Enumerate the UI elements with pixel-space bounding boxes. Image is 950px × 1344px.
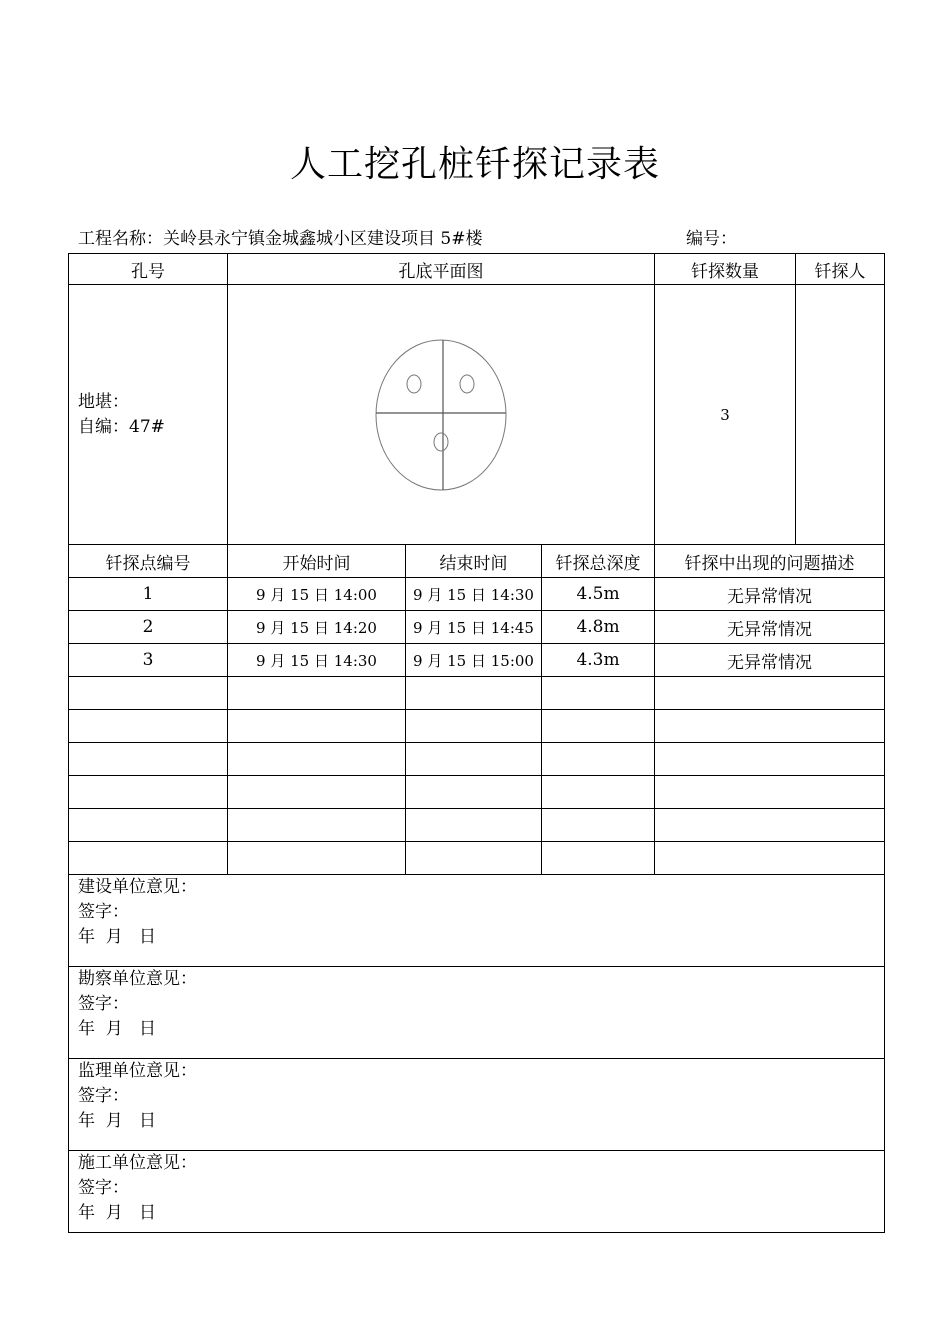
total-depth: 4.5m <box>542 578 655 611</box>
sign-label: 签字： <box>78 902 129 922</box>
date-label: 年 月 日 <box>78 1203 157 1223</box>
opinion-label: 勘察单位意见： <box>78 969 197 989</box>
table-row <box>69 644 885 677</box>
column-probe-no: 钎探点编号 <box>69 545 228 578</box>
sign-label: 签字： <box>78 1178 129 1198</box>
person-value <box>796 285 885 545</box>
table-row <box>69 578 885 611</box>
empty-row <box>69 776 885 809</box>
header-hole-no: 孔号 <box>69 254 228 285</box>
column-start-time: 开始时间 <box>228 545 406 578</box>
count-value: 3 <box>655 285 796 545</box>
hole-info-cell <box>69 285 228 545</box>
opinion-row-supervision <box>69 1059 885 1151</box>
end-time: 9 月 15 日 14:30 <box>406 578 542 611</box>
empty-row <box>69 677 885 710</box>
probe-no: 2 <box>69 611 228 644</box>
date-label: 年 月 日 <box>78 1019 157 1039</box>
empty-row <box>69 809 885 842</box>
empty-row <box>69 710 885 743</box>
header-person: 钎探人 <box>796 254 885 285</box>
header-row <box>69 254 885 285</box>
problem-desc: 无异常情况 <box>655 611 885 644</box>
opinion-label: 建设单位意见： <box>78 877 197 897</box>
header-count: 钎探数量 <box>655 254 796 285</box>
column-total-depth: 钎探总深度 <box>542 545 655 578</box>
start-time: 9 月 15 日 14:00 <box>228 578 406 611</box>
column-problem-desc: 钎探中出现的问题描述 <box>655 545 885 578</box>
hole-row <box>69 285 885 545</box>
opinion-label: 施工单位意见： <box>78 1153 197 1173</box>
probe-no: 3 <box>69 644 228 677</box>
opinion-label: 监理单位意见： <box>78 1061 197 1081</box>
end-time: 9 月 15 日 15:00 <box>406 644 542 677</box>
start-time: 9 月 15 日 14:30 <box>228 644 406 677</box>
empty-row <box>69 842 885 875</box>
empty-row <box>69 743 885 776</box>
problem-desc: 无异常情况 <box>655 578 885 611</box>
record-table <box>68 253 885 1233</box>
probe-point-3 <box>434 433 448 451</box>
probe-no: 1 <box>69 578 228 611</box>
self-number: 自编：47# <box>78 416 165 437</box>
table-row <box>69 611 885 644</box>
start-time: 9 月 15 日 14:20 <box>228 611 406 644</box>
foundation-label: 地堪： <box>78 391 129 412</box>
total-depth: 4.3m <box>542 644 655 677</box>
end-time: 9 月 15 日 14:45 <box>406 611 542 644</box>
probe-point-2 <box>460 375 474 393</box>
hole-outline <box>376 340 506 490</box>
date-label: 年 月 日 <box>78 1111 157 1131</box>
total-depth: 4.8m <box>542 611 655 644</box>
probe-point-1 <box>407 375 421 393</box>
columns-row <box>69 545 885 578</box>
page-title: 人工挖孔桩钎探记录表 <box>289 144 660 185</box>
sign-label: 签字： <box>78 994 129 1014</box>
opinion-row-survey <box>69 967 885 1059</box>
project-name: 工程名称：关岭县永宁镇金城鑫城小区建设项目 5#楼 <box>78 229 483 249</box>
opinion-row-construction <box>69 875 885 967</box>
plan-cell <box>228 285 655 545</box>
column-end-time: 结束时间 <box>406 545 542 578</box>
sign-label: 签字： <box>78 1086 129 1106</box>
date-label: 年 月 日 <box>78 927 157 947</box>
header-plan: 孔底平面图 <box>228 254 655 285</box>
hole-bottom-plan-diagram <box>361 330 521 500</box>
problem-desc: 无异常情况 <box>655 644 885 677</box>
opinion-row-contractor <box>69 1151 885 1233</box>
serial-number-label: 编号： <box>686 229 737 249</box>
